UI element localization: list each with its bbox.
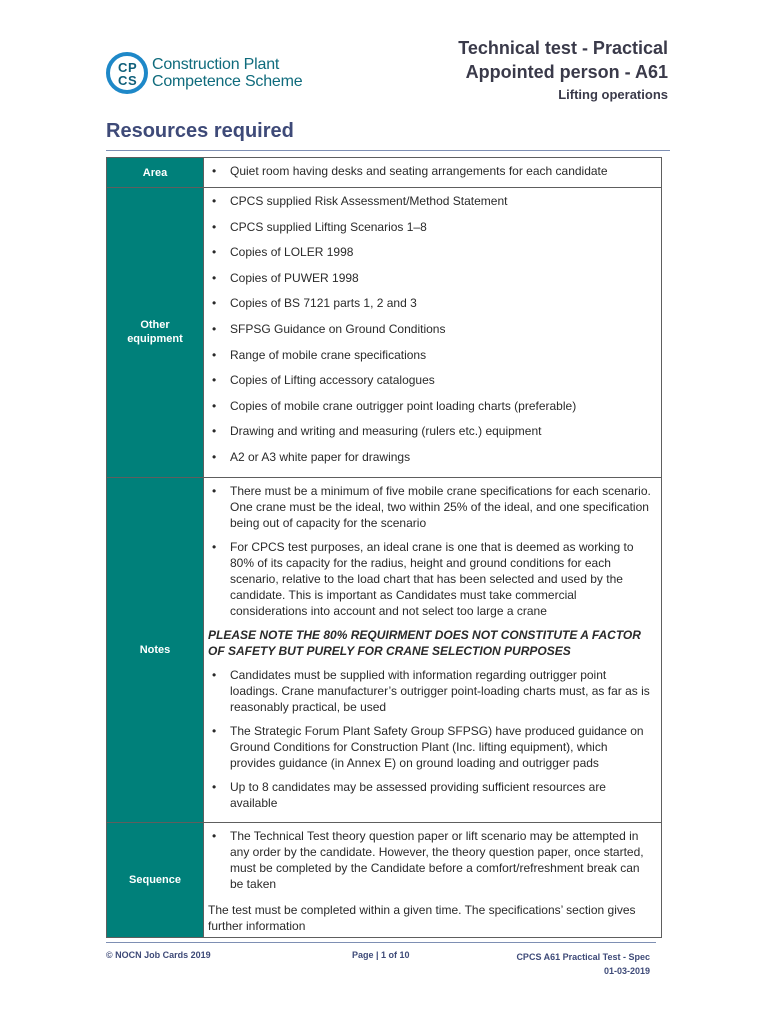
logo-line2: Competence Scheme [152, 73, 303, 90]
equipment-item: • Copies of LOLER 1998 [208, 243, 655, 269]
equipment-item: • CPCS supplied Lifting Scenarios 1–8 [208, 218, 655, 244]
footer-doc-date: 01-03-2019 [603, 966, 650, 976]
notes-item: • Candidates must be supplied with information regarding outrigger point loadings. Crane manufacturer’s outrigger point-loading charts must, as far as is reasonably practical, be used [208, 667, 655, 715]
equipment-item: • Copies of BS 7121 parts 1, 2 and 3 [208, 294, 655, 320]
notes-item: • For CPCS test purposes, an ideal crane is one that is deemed as working to 80% of its capacity for the radius, height and ground conditions for each scenario, relative to the load chart that has been selected and used by the candidate. This is important as Candidates must take commercial considerations into account and not select too large a crane [208, 539, 655, 619]
equipment-item: • CPCS supplied Risk Assessment/Method Statement [208, 192, 655, 218]
row-notes [107, 477, 662, 822]
content-area [204, 158, 662, 188]
label-area: Area [107, 158, 204, 188]
cpcs-logo [106, 50, 302, 96]
header-subtitle: Lifting operations [558, 87, 668, 102]
logo-ring-icon [106, 52, 148, 94]
equipment-item: • Drawing and writing and measuring (rulers etc.) equipment [208, 422, 655, 448]
content-notes [204, 477, 662, 822]
row-area [107, 158, 662, 188]
equipment-item: • Copies of PUWER 1998 [208, 269, 655, 295]
equipment-item: • Range of mobile crane specifications [208, 346, 655, 372]
notes-item: • The Strategic Forum Plant Safety Group SFPSG) have produced guidance on Ground Conditions for Construction Plant (Inc. lifting equipment), which provides guidance (in Annex E) on ground loading and outrigger pads [208, 723, 655, 771]
logo-c1: C [118, 60, 128, 75]
logo-c2: C [118, 73, 128, 88]
document-header [458, 36, 668, 104]
logo-text [152, 56, 302, 90]
footer-doc-title: CPCS A61 Practical Test - Spec [516, 952, 650, 962]
label-equipment-line2: equipment [127, 333, 183, 346]
title-divider [106, 150, 670, 151]
section-title: Resources required [106, 120, 294, 142]
content-equipment [204, 188, 662, 478]
sequence-paragraph: The test must be completed within a given time. The specifications’ section gives further information [208, 902, 636, 933]
cpcs-logo-mark [106, 52, 148, 94]
label-sequence: Sequence [107, 822, 204, 937]
equipment-item: • SFPSG Guidance on Ground Conditions [208, 320, 655, 346]
header-title-line1: Technical test - Practical [458, 38, 668, 58]
label-equipment-line1: Other [140, 319, 170, 332]
equipment-item: • Copies of mobile crane outrigger point loading charts (preferable) [208, 397, 655, 423]
label-notes: Notes [107, 477, 204, 822]
resources-table [106, 157, 662, 938]
area-item: • Quiet room having desks and seating arrangements for each candidate [208, 163, 655, 179]
equipment-item: • A2 or A3 white paper for drawings [208, 448, 655, 474]
notes-caps-statement: PLEASE NOTE THE 80% REQUIRMENT DOES NOT CONSTITUTE A FACTOR OF SAFETY BUT PURELY FOR CRANE SELECTION PURPOSES [208, 627, 641, 658]
notes-item: • Up to 8 candidates may be assessed providing sufficient resources are available [208, 779, 655, 811]
row-equipment [107, 188, 662, 478]
sequence-item: • The Technical Test theory question paper or lift scenario may be attempted in any order by the candidate. However, the theory question paper, once started, must be completed by the Candidate before a comfort/refreshment break can be taken [208, 828, 655, 892]
equipment-item: • Copies of Lifting accessory catalogues [208, 371, 655, 397]
logo-p: P [128, 60, 137, 75]
header-title-line2: Appointed person - A61 [465, 62, 668, 82]
logo-line1: Construction Plant [152, 56, 280, 73]
footer-divider [106, 942, 656, 943]
footer-doc-ref [516, 950, 650, 978]
logo-s: S [128, 73, 137, 88]
label-equipment [107, 188, 204, 478]
content-sequence [204, 822, 662, 937]
footer-page-number: Page | 1 of 10 [352, 950, 410, 960]
footer-copyright: © NOCN Job Cards 2019 [106, 950, 211, 960]
row-sequence [107, 822, 662, 937]
notes-item: • There must be a minimum of five mobile crane specifications for each scenario. One crane must be the ideal, two within 25% of the ideal, and one specification being out of capacity for the scenario [208, 483, 655, 531]
